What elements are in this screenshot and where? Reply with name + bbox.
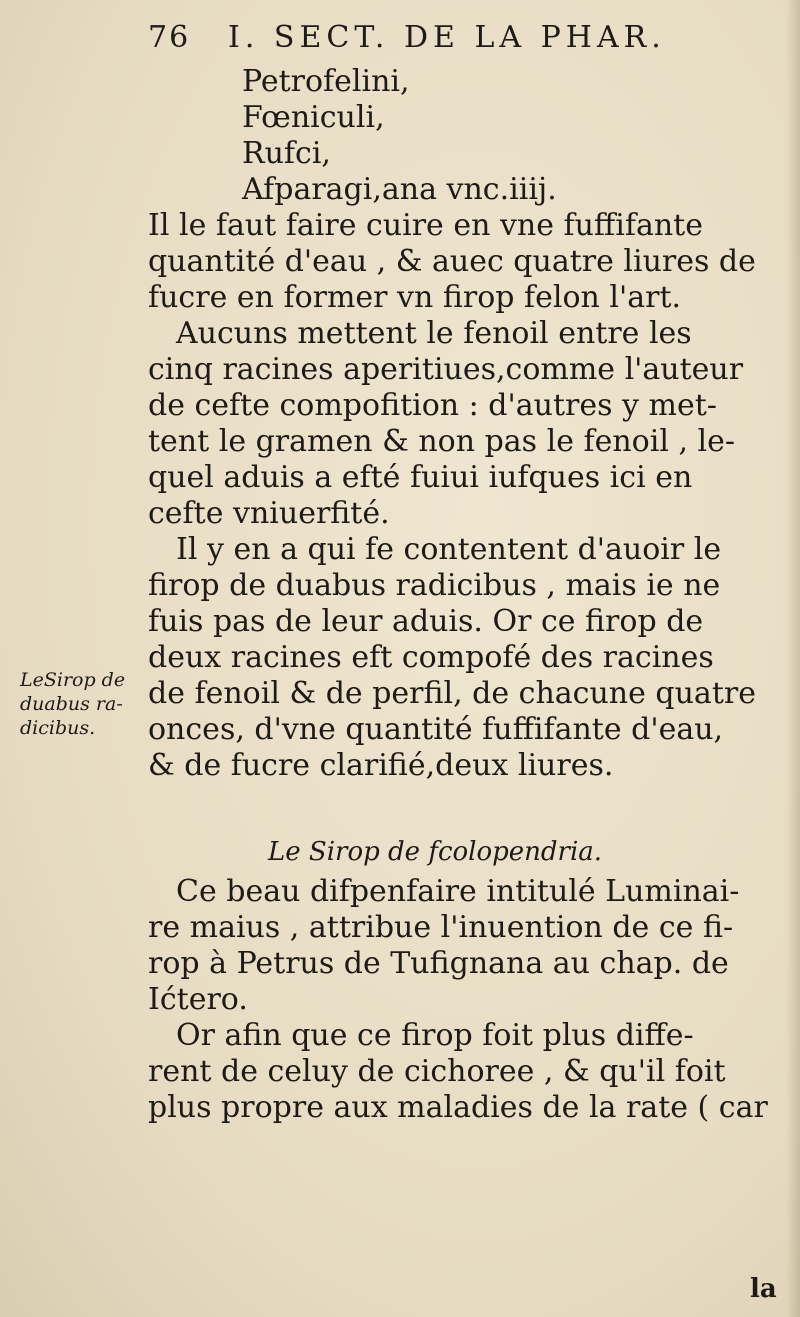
running-title: I. SECT. DE LA PHAR. xyxy=(228,20,666,55)
text-line: quel aduis a efté fuiui iufques ici en xyxy=(148,460,693,495)
text-line: re maius , attribue l'inuention de ce fi- xyxy=(148,910,734,945)
text-line: de fenoil & de perfil, de chacune quatre xyxy=(148,676,756,711)
text-line: fucre en former vn firop felon l'art. xyxy=(148,280,682,315)
margin-note xyxy=(20,668,150,740)
text-line: Il le faut faire cuire en vne fuffifante xyxy=(148,208,703,243)
text-line: plus propre aux maladies de la rate ( car xyxy=(148,1090,768,1125)
catchword: la xyxy=(750,1274,777,1304)
margin-note-line: duabus ra- xyxy=(20,693,123,715)
text-line: & de fucre clarifié,deux liures. xyxy=(148,748,614,783)
text-line: Aucuns mettent le fenoil entre les xyxy=(176,316,692,351)
ingredient-line: Petrofelini, xyxy=(242,64,410,99)
text-line: tent le gramen & non pas le fenoil , le- xyxy=(148,424,736,459)
text-line: Ićtero. xyxy=(148,982,248,1017)
text-line: Ce beau difpenfaire intitulé Luminai- xyxy=(176,874,740,909)
text-line: fuis pas de leur aduis. Or ce firop de xyxy=(148,604,704,639)
text-line: onces, d'vne quantité fuffifante d'eau, xyxy=(148,712,724,747)
text-line: Il y en a qui fe contentent d'auoir le xyxy=(176,532,722,567)
ingredient-line: Afparagi,ana vnc.iiij. xyxy=(242,172,557,207)
body-text xyxy=(148,64,788,1126)
text-line: cinq racines aperitiues,comme l'auteur xyxy=(148,352,744,387)
text-line: rop à Petrus de Tufignana au chap. de xyxy=(148,946,729,981)
text-line: firop de duabus radicibus , mais ie ne xyxy=(148,568,721,603)
page-edge-shadow xyxy=(786,0,800,1317)
margin-note-line: LeSirop de xyxy=(20,669,126,691)
section-spacer xyxy=(148,784,788,830)
ingredient-line: Fœniculi, xyxy=(242,100,385,135)
page-header xyxy=(148,20,788,64)
margin-note-line: dicibus. xyxy=(20,717,96,739)
text-line: cefte vniuerfité. xyxy=(148,496,390,531)
ingredient-line: Rufci, xyxy=(242,136,331,171)
text-line: rent de celuy de cichoree , & qu'il foit xyxy=(148,1054,726,1089)
text-line: Or afin que ce firop foit plus diffe- xyxy=(176,1018,694,1053)
section-heading: Le Sirop de fcolopendria. xyxy=(268,837,603,867)
text-line: quantité d'eau , & auec quatre liures de xyxy=(148,244,756,279)
text-line: de cefte compofition : d'autres y met- xyxy=(148,388,717,423)
text-line: deux racines eft compofé des racines xyxy=(148,640,714,675)
page-number: 76 xyxy=(148,20,191,55)
